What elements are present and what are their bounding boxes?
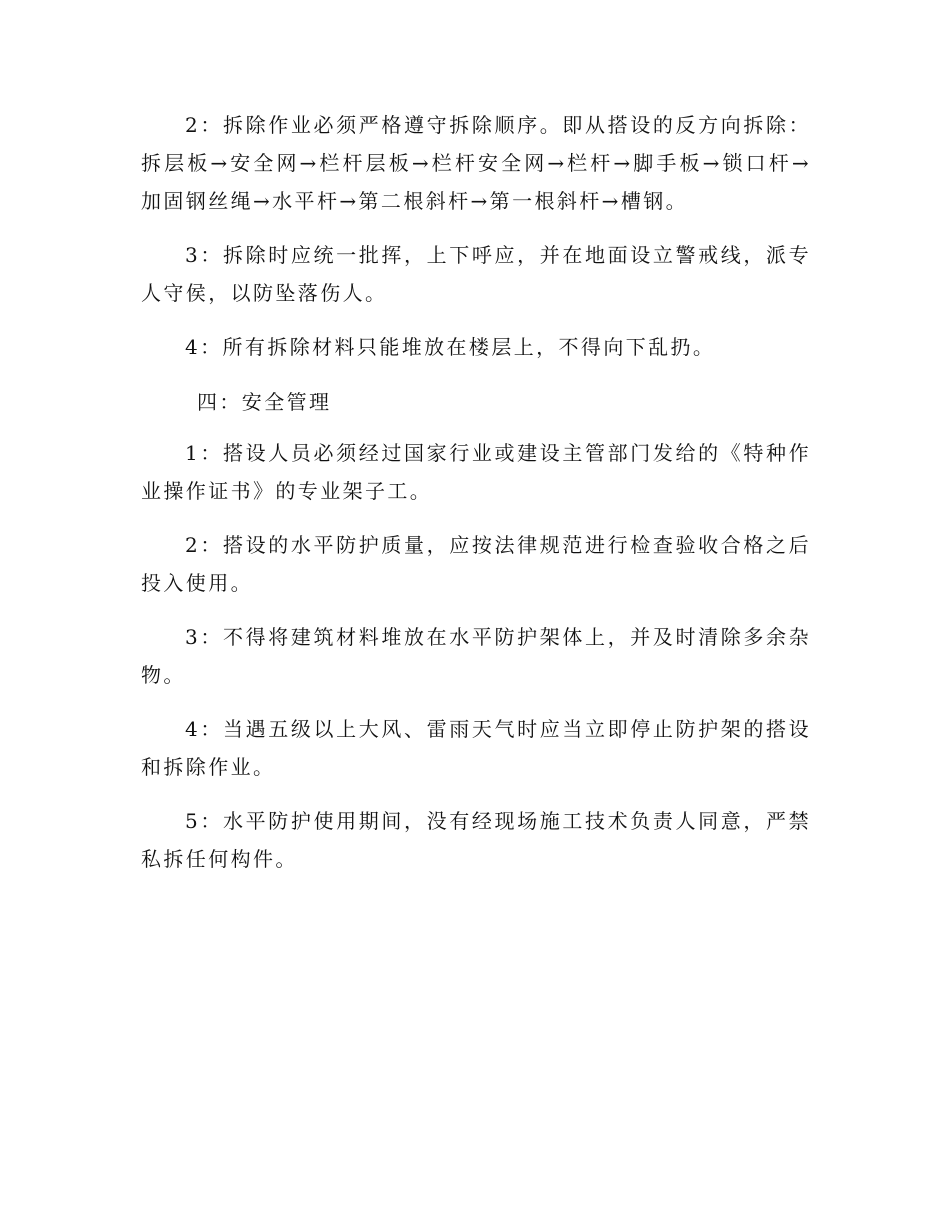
document-page — [141, 106, 811, 894]
paragraph-safety-4: 4：当遇五级以上大风、雷雨天气时应当立即停止防护架的搭设和拆除作业。 — [141, 717, 811, 779]
paragraph-dismantle-4: 4：所有拆除材料只能堆放在楼层上，不得向下乱扔。 — [185, 335, 716, 359]
paragraph-dismantle-3: 3：拆除时应统一批挥，上下呼应，并在地面设立警戒线，派专人守侯，以防坠落伤人。 — [141, 243, 811, 305]
paragraph-dismantle-2: 2：拆除作业必须严格遵守拆除顺序。即从搭设的反方向拆除：拆层板→安全网→栏杆层板→栏杆安全网→栏杆→脚手板→锁口杆→加固钢丝绳→水平杆→第二根斜杆→第一根斜杆→槽钢。 — [141, 113, 811, 213]
paragraph-safety-5: 5：水平防护使用期间，没有经现场施工技术负责人同意，严禁私拆任何构件。 — [141, 809, 811, 871]
paragraph-safety-2: 2：搭设的水平防护质量，应按法律规范进行检查验收合格之后投入使用。 — [141, 533, 811, 595]
section-heading-safety-management: 四：安全管理 — [197, 390, 332, 414]
paragraph-safety-3: 3：不得将建筑材料堆放在水平防护架体上，并及时清除多余杂物。 — [141, 625, 811, 687]
paragraph-safety-1: 1：搭设人员必须经过国家行业或建设主管部门发给的《特种作业操作证书》的专业架子工。 — [141, 441, 811, 503]
